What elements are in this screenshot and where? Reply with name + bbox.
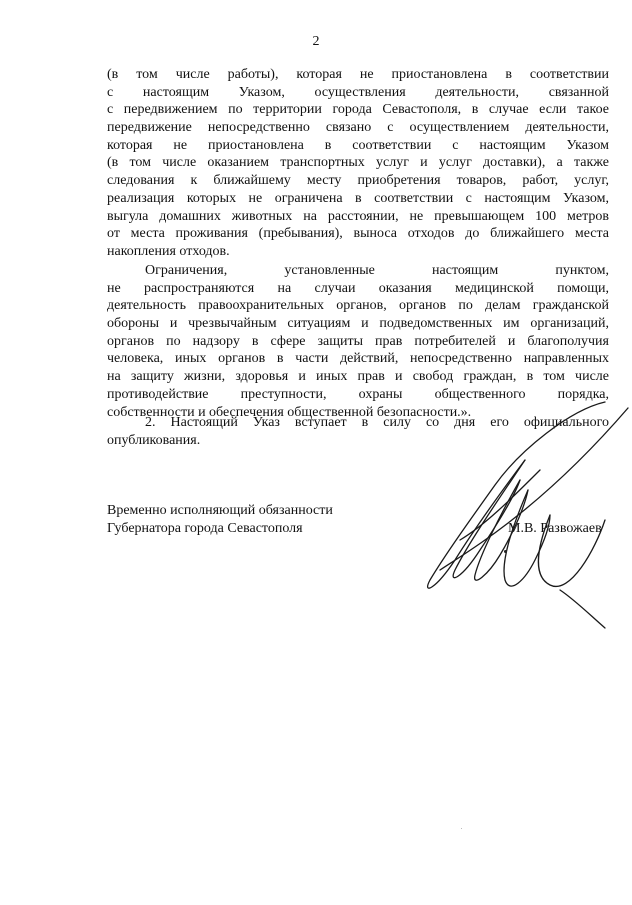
text-line: (в том числе работы), которая не приостановлена в соответствии bbox=[107, 67, 609, 82]
text-line: человека, иных органов в части действий, непосредственно направленных bbox=[107, 351, 609, 367]
text-line: которая не приостановлена в соответствии с настоящим Указом bbox=[107, 137, 609, 153]
paragraph-3 bbox=[107, 414, 609, 449]
signature-stroke bbox=[560, 590, 605, 628]
text-line: реализация которых не ограничена в соответствии с настоящим Указом, bbox=[107, 190, 609, 206]
text-line: обороны и чрезвычайным ситуациям и подведомственных им организаций, bbox=[107, 316, 609, 332]
signature-stroke bbox=[504, 490, 550, 586]
text-line: Ограничения, установленные настоящим пунктом, bbox=[145, 263, 609, 278]
text-line: органов по надзору в сфере защиты прав потребителей и благополучия bbox=[107, 333, 609, 349]
text-line: противодействие преступности, охраны общественного порядка, bbox=[107, 386, 609, 402]
text-line: следования к ближайшему месту приобретения товаров, работ, услуг, bbox=[107, 173, 609, 189]
ink-dot bbox=[504, 550, 507, 553]
text-line: выгула домашних животных на расстоянии, не превышающем 100 метров bbox=[107, 208, 609, 224]
signature-stroke bbox=[453, 460, 525, 578]
signatory-title-line: Губернатора города Севастополя bbox=[107, 521, 303, 536]
text-line: с передвижением по территории города Севастополя, в случае если такое bbox=[107, 102, 609, 118]
text-line: деятельность правоохранительных органов, органов по делам гражданской bbox=[107, 298, 609, 314]
text-line: (в том числе оказанием транспортных услуг и услуг доставки), а также bbox=[107, 155, 609, 171]
signatory-title bbox=[107, 502, 333, 538]
signatory-name: М.В. Развожаев bbox=[508, 521, 602, 536]
page-number: 2 bbox=[312, 34, 320, 49]
paragraph-1 bbox=[107, 66, 609, 261]
scan-speck bbox=[461, 828, 462, 829]
signatory-title-line: Временно исполняющий обязанности bbox=[107, 503, 333, 518]
text-line: от места проживания (пребывания), выноса отходов до ближайшего места bbox=[107, 226, 609, 242]
text-line: на защиту жизни, здоровья и иных прав и свобод граждан, в том числе bbox=[107, 369, 609, 385]
text-line: собственности и обеспечения общественной безопасности.». bbox=[107, 404, 472, 420]
text-line: с настоящим Указом, осуществления деятельности, связанной bbox=[107, 84, 609, 100]
paragraph-2 bbox=[107, 262, 609, 421]
text-line: накопления отходов. bbox=[107, 243, 230, 259]
text-line: опубликования. bbox=[107, 432, 201, 448]
text-line: не распространяются на случаи оказания медицинской помощи, bbox=[107, 280, 609, 296]
text-line: 2. Настоящий Указ вступает в силу со дня его официального bbox=[145, 415, 609, 430]
text-line: передвижение непосредственно связано с осуществлением деятельности, bbox=[107, 120, 609, 136]
